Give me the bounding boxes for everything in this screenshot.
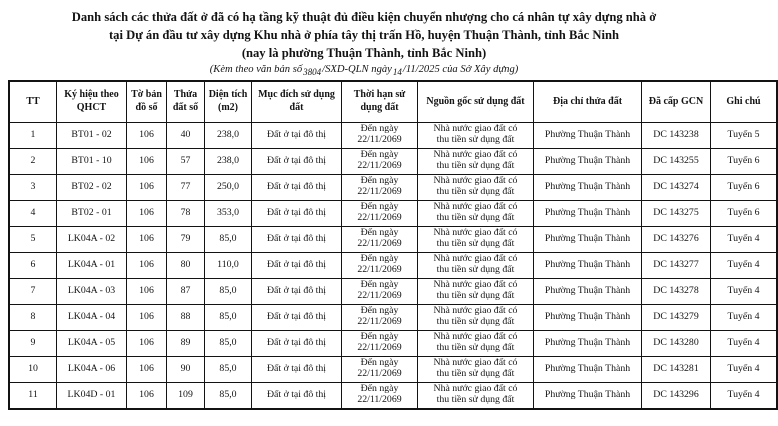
cell-gcn: DC 143279 <box>642 304 711 330</box>
cell-gcn: DC 143278 <box>642 278 711 304</box>
cell-thoi_han: Đến ngày 22/11/2069 <box>342 356 418 382</box>
column-header-to_ban_do: Tờ bản đồ số <box>127 81 167 123</box>
cell-to_ban_do: 106 <box>127 356 167 382</box>
cell-muc_dich: Đất ở tại đô thị <box>252 148 342 174</box>
cell-nguon_goc: Nhà nước giao đất có thu tiền sử dụng đất <box>418 330 534 356</box>
cell-tt: 6 <box>9 252 57 278</box>
cell-ky_hieu: BT02 - 02 <box>57 174 127 200</box>
cell-ky_hieu: LK04A - 03 <box>57 278 127 304</box>
cell-ky_hieu: LK04A - 01 <box>57 252 127 278</box>
cell-dien_tich: 85,0 <box>205 226 252 252</box>
cell-tt: 7 <box>9 278 57 304</box>
cell-thoi_han: Đến ngày 22/11/2069 <box>342 174 418 200</box>
cell-dien_tich: 353,0 <box>205 200 252 226</box>
cell-ghi_chu: Tuyến 6 <box>711 200 778 226</box>
cell-thoi_han: Đến ngày 22/11/2069 <box>342 278 418 304</box>
table-header <box>9 81 777 123</box>
cell-to_ban_do: 106 <box>127 200 167 226</box>
cell-dia_chi: Phường Thuận Thành <box>534 330 642 356</box>
cell-gcn: DC 143255 <box>642 148 711 174</box>
cell-nguon_goc: Nhà nước giao đất có thu tiền sử dụng đất <box>418 200 534 226</box>
note-document-number: 3804 <box>303 66 322 77</box>
cell-dien_tich: 250,0 <box>205 174 252 200</box>
cell-to_ban_do: 106 <box>127 122 167 148</box>
column-header-ghi_chu: Ghi chú <box>711 81 778 123</box>
cell-ghi_chu: Tuyến 6 <box>711 174 778 200</box>
cell-dia_chi: Phường Thuận Thành <box>534 252 642 278</box>
table-row <box>9 330 777 356</box>
cell-to_ban_do: 106 <box>127 330 167 356</box>
cell-gcn: DC 143238 <box>642 122 711 148</box>
cell-ghi_chu: Tuyến 6 <box>711 148 778 174</box>
cell-nguon_goc: Nhà nước giao đất có thu tiền sử dụng đất <box>418 304 534 330</box>
table-row <box>9 304 777 330</box>
cell-muc_dich: Đất ở tại đô thị <box>252 252 342 278</box>
cell-muc_dich: Đất ở tại đô thị <box>252 304 342 330</box>
cell-gcn: DC 143274 <box>642 174 711 200</box>
column-header-dia_chi: Địa chỉ thửa đất <box>534 81 642 123</box>
cell-ghi_chu: Tuyến 4 <box>711 330 778 356</box>
table-row <box>9 356 777 382</box>
cell-tt: 8 <box>9 304 57 330</box>
title-line-3: (nay là phường Thuận Thành, tỉnh Bắc Ninh) <box>241 45 487 60</box>
cell-to_ban_do: 106 <box>127 226 167 252</box>
cell-dia_chi: Phường Thuận Thành <box>534 200 642 226</box>
cell-dia_chi: Phường Thuận Thành <box>534 122 642 148</box>
column-header-dien_tich: Diện tích (m2) <box>205 81 252 123</box>
cell-nguon_goc: Nhà nước giao đất có thu tiền sử dụng đất <box>418 174 534 200</box>
cell-to_ban_do: 106 <box>127 278 167 304</box>
reference-note <box>8 64 720 75</box>
cell-ky_hieu: LK04D - 01 <box>57 382 127 409</box>
cell-nguon_goc: Nhà nước giao đất có thu tiền sử dụng đất <box>418 122 534 148</box>
column-header-thoi_han: Thời hạn sử dụng đất <box>342 81 418 123</box>
land-plot-table <box>8 80 778 410</box>
cell-ky_hieu: BT01 - 10 <box>57 148 127 174</box>
table-body <box>9 122 777 409</box>
cell-thoi_han: Đến ngày 22/11/2069 <box>342 252 418 278</box>
cell-dien_tich: 238,0 <box>205 122 252 148</box>
cell-nguon_goc: Nhà nước giao đất có thu tiền sử dụng đất <box>418 148 534 174</box>
cell-thua_dat: 78 <box>167 200 205 226</box>
cell-muc_dich: Đất ở tại đô thị <box>252 382 342 409</box>
cell-to_ban_do: 106 <box>127 148 167 174</box>
cell-thua_dat: 77 <box>167 174 205 200</box>
cell-dia_chi: Phường Thuận Thành <box>534 278 642 304</box>
cell-dia_chi: Phường Thuận Thành <box>534 304 642 330</box>
cell-nguon_goc: Nhà nước giao đất có thu tiền sử dụng đất <box>418 382 534 409</box>
title-line-1: Danh sách các thửa đất ở đã có hạ tầng kỹ thuật đủ điều kiện chuyển nhượng cho cá nhân tự xây dựng nhà ở <box>71 10 657 24</box>
table-row <box>9 122 777 148</box>
cell-ky_hieu: LK04A - 04 <box>57 304 127 330</box>
cell-ky_hieu: BT02 - 01 <box>57 200 127 226</box>
cell-tt: 3 <box>9 174 57 200</box>
cell-thua_dat: 40 <box>167 122 205 148</box>
cell-muc_dich: Đất ở tại đô thị <box>252 200 342 226</box>
cell-thua_dat: 57 <box>167 148 205 174</box>
table-row <box>9 200 777 226</box>
cell-dien_tich: 85,0 <box>205 330 252 356</box>
cell-dien_tich: 85,0 <box>205 304 252 330</box>
cell-gcn: DC 143276 <box>642 226 711 252</box>
cell-muc_dich: Đất ở tại đô thị <box>252 226 342 252</box>
cell-to_ban_do: 106 <box>127 382 167 409</box>
cell-ghi_chu: Tuyến 5 <box>711 122 778 148</box>
cell-gcn: DC 143275 <box>642 200 711 226</box>
cell-thua_dat: 109 <box>167 382 205 409</box>
cell-thoi_han: Đến ngày 22/11/2069 <box>342 382 418 409</box>
table-row <box>9 226 777 252</box>
cell-dia_chi: Phường Thuận Thành <box>534 148 642 174</box>
cell-dia_chi: Phường Thuận Thành <box>534 382 642 409</box>
cell-gcn: DC 143281 <box>642 356 711 382</box>
cell-thua_dat: 90 <box>167 356 205 382</box>
cell-thoi_han: Đến ngày 22/11/2069 <box>342 226 418 252</box>
cell-ghi_chu: Tuyến 4 <box>711 252 778 278</box>
cell-nguon_goc: Nhà nước giao đất có thu tiền sử dụng đất <box>418 226 534 252</box>
cell-dien_tich: 110,0 <box>205 252 252 278</box>
title-line-2: tại Dự án đầu tư xây dựng Khu nhà ở phía tây thị trấn Hồ, huyện Thuận Thành, tỉnh Bắc Ninh <box>108 27 620 42</box>
note-day-number: 14 <box>392 66 402 77</box>
cell-thua_dat: 87 <box>167 278 205 304</box>
cell-to_ban_do: 106 <box>127 174 167 200</box>
cell-gcn: DC 143280 <box>642 330 711 356</box>
cell-dia_chi: Phường Thuận Thành <box>534 356 642 382</box>
cell-dien_tich: 85,0 <box>205 278 252 304</box>
column-header-thua_dat: Thửa đất số <box>167 81 205 123</box>
cell-tt: 4 <box>9 200 57 226</box>
cell-ghi_chu: Tuyến 4 <box>711 356 778 382</box>
column-header-nguon_goc: Nguồn gốc sử dụng đất <box>418 81 534 123</box>
column-header-ky_hieu: Ký hiệu theo QHCT <box>57 81 127 123</box>
cell-gcn: DC 143277 <box>642 252 711 278</box>
cell-thoi_han: Đến ngày 22/11/2069 <box>342 122 418 148</box>
table-header-row <box>9 81 777 123</box>
cell-ghi_chu: Tuyến 4 <box>711 382 778 409</box>
cell-thoi_han: Đến ngày 22/11/2069 <box>342 330 418 356</box>
note-part-2: /SXD-QLN ngày <box>322 63 392 75</box>
column-header-muc_dich: Mục đích sử dụng đất <box>252 81 342 123</box>
cell-nguon_goc: Nhà nước giao đất có thu tiền sử dụng đất <box>418 278 534 304</box>
document-title <box>8 9 720 63</box>
cell-muc_dich: Đất ở tại đô thị <box>252 122 342 148</box>
cell-muc_dich: Đất ở tại đô thị <box>252 278 342 304</box>
cell-dia_chi: Phường Thuận Thành <box>534 174 642 200</box>
cell-thoi_han: Đến ngày 22/11/2069 <box>342 148 418 174</box>
cell-tt: 2 <box>9 148 57 174</box>
cell-to_ban_do: 106 <box>127 252 167 278</box>
table-row <box>9 252 777 278</box>
cell-tt: 9 <box>9 330 57 356</box>
cell-dia_chi: Phường Thuận Thành <box>534 226 642 252</box>
cell-ky_hieu: LK04A - 05 <box>57 330 127 356</box>
column-header-gcn: Đã cấp GCN <box>642 81 711 123</box>
cell-tt: 10 <box>9 356 57 382</box>
cell-ghi_chu: Tuyến 4 <box>711 278 778 304</box>
table-row <box>9 278 777 304</box>
table-row <box>9 148 777 174</box>
column-header-tt: TT <box>9 81 57 123</box>
cell-thoi_han: Đến ngày 22/11/2069 <box>342 304 418 330</box>
cell-ghi_chu: Tuyến 4 <box>711 304 778 330</box>
cell-ky_hieu: LK04A - 02 <box>57 226 127 252</box>
table-row <box>9 174 777 200</box>
note-part-1: (Kèm theo văn bản số <box>209 63 303 75</box>
cell-tt: 5 <box>9 226 57 252</box>
cell-thua_dat: 89 <box>167 330 205 356</box>
cell-muc_dich: Đất ở tại đô thị <box>252 330 342 356</box>
cell-thua_dat: 79 <box>167 226 205 252</box>
cell-thua_dat: 88 <box>167 304 205 330</box>
cell-dien_tich: 85,0 <box>205 356 252 382</box>
cell-muc_dich: Đất ở tại đô thị <box>252 356 342 382</box>
cell-ky_hieu: LK04A - 06 <box>57 356 127 382</box>
cell-ghi_chu: Tuyến 4 <box>711 226 778 252</box>
cell-dien_tich: 85,0 <box>205 382 252 409</box>
cell-thoi_han: Đến ngày 22/11/2069 <box>342 200 418 226</box>
cell-tt: 1 <box>9 122 57 148</box>
cell-ky_hieu: BT01 - 02 <box>57 122 127 148</box>
cell-muc_dich: Đất ở tại đô thị <box>252 174 342 200</box>
cell-thua_dat: 80 <box>167 252 205 278</box>
cell-dien_tich: 238,0 <box>205 148 252 174</box>
note-part-3: /11/2025 của Sở Xây dựng) <box>402 63 519 75</box>
cell-to_ban_do: 106 <box>127 304 167 330</box>
table-row <box>9 382 777 409</box>
cell-tt: 11 <box>9 382 57 409</box>
cell-gcn: DC 143296 <box>642 382 711 409</box>
cell-nguon_goc: Nhà nước giao đất có thu tiền sử dụng đất <box>418 252 534 278</box>
cell-nguon_goc: Nhà nước giao đất có thu tiền sử dụng đất <box>418 356 534 382</box>
